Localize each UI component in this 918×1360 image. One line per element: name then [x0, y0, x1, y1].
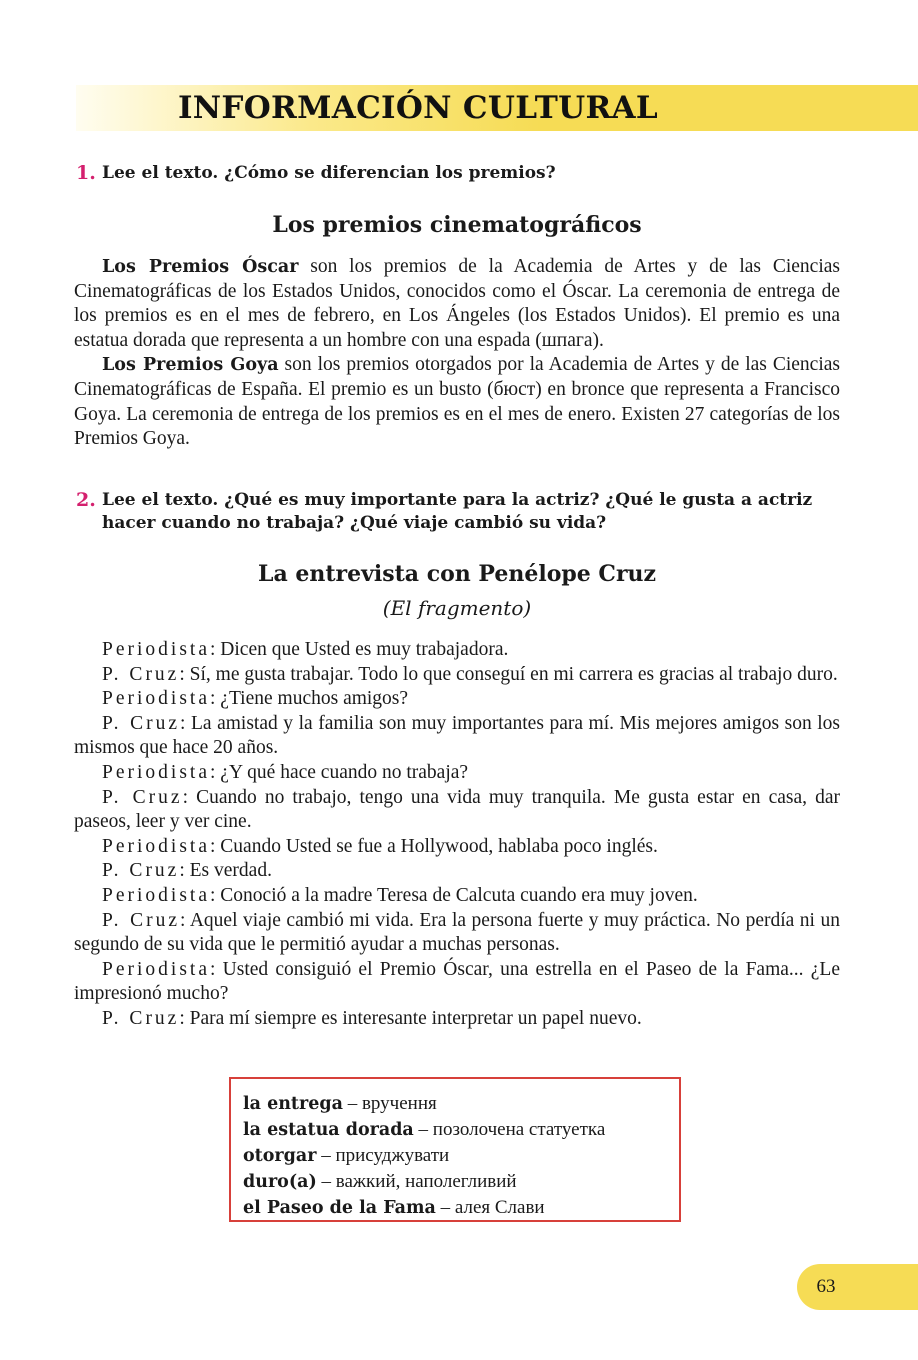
dialogue-line — [74, 638, 840, 663]
task-2 — [76, 489, 844, 535]
dialogue-speaker: P. Cruz — [102, 860, 180, 882]
vocabulary-term: otorgar — [243, 1146, 317, 1166]
task-1 — [76, 162, 844, 185]
vocabulary-item — [243, 1143, 679, 1169]
vocabulary-item — [243, 1195, 679, 1221]
vocabulary-translation: – алея Слави — [435, 1197, 545, 1218]
dialogue-speaker: Periodista — [102, 639, 210, 660]
task-2-number: 2. — [76, 489, 96, 511]
vocabulary-term: el Paseo de la Fama — [243, 1198, 436, 1218]
interview-dialogue — [74, 638, 840, 1032]
dialogue-text: : Conoció a la madre Teresa de Calcuta cuando era muy joven. — [210, 884, 698, 906]
vocabulary-term: la entrega — [243, 1094, 343, 1114]
dialogue-text: : Es verdad. — [179, 860, 272, 882]
term-oscar: Los Premios Óscar — [102, 257, 299, 277]
section-2-title: La entrevista con Penélope Cruz — [257, 561, 657, 587]
section-2-subtitle: (El fragmento) — [382, 596, 532, 620]
dialogue-text: : Aquel viaje cambió mi vida. Era la persona fuerte y muy práctica. No perdía ni un segundo de su vida que le permitió ayudar a muchas personas. — [74, 909, 840, 956]
task-2-instruction: Lee el texto. ¿Qué es muy importante para la actriz? ¿Qué le gusta a actriz hacer cuando no trabaja? ¿Qué viaje cambió su vida? — [102, 490, 813, 533]
dialogue-speaker: P. Cruz — [102, 712, 181, 734]
vocabulary-item — [243, 1117, 679, 1143]
vocabulary-item — [243, 1091, 679, 1117]
dialogue-line — [74, 786, 840, 835]
dialogue-text: : ¿Tiene muchos amigos? — [210, 688, 409, 710]
page-title: INFORMACIÓN CULTURAL — [178, 90, 658, 126]
dialogue-text: : Sí, me gusta trabajar. Todo lo que conseguí en mi carrera es gracias al trabajo duro. — [179, 663, 838, 685]
vocabulary-translation: – важкий, наполегливий — [316, 1171, 517, 1192]
dialogue-speaker: Periodista — [102, 761, 210, 783]
dialogue-text: : Cuando no trabajo, tengo una vida muy tranquila. Me gusta estar en casa, dar paseos, leer y ver cine. — [74, 786, 840, 833]
dialogue-speaker: P. Cruz — [102, 786, 183, 808]
dialogue-line — [74, 859, 840, 884]
dialogue-text: : La amistad y la familia son muy importantes para mí. Mis mejores amigos son los mismos que hace 20 años. — [74, 712, 840, 759]
vocabulary-translation: – вручення — [342, 1093, 437, 1114]
dialogue-text: : Dicen que Usted es muy trabajadora. — [210, 639, 509, 660]
section-1-title: Los premios cinematográficos — [272, 212, 642, 238]
dialogue-speaker: Periodista — [102, 835, 210, 857]
dialogue-line — [74, 884, 840, 909]
dialogue-speaker: Periodista — [102, 688, 210, 710]
vocabulary-term: la estatua dorada — [243, 1120, 414, 1140]
dialogue-line — [74, 687, 840, 712]
page-number: 63 — [816, 1276, 836, 1297]
dialogue-line — [74, 663, 840, 688]
section-1-text — [74, 255, 840, 452]
dialogue-text: : Cuando Usted se fue a Hollywood, hablaba poco inglés. — [210, 835, 658, 857]
vocabulary-translation: – позолочена статуетка — [413, 1119, 606, 1140]
task-1-number: 1. — [76, 162, 96, 184]
dialogue-text: : Usted consiguió el Premio Óscar, una estrella en el Paseo de la Fama... ¿Le impresionó mucho? — [74, 958, 840, 1005]
dialogue-line — [74, 761, 840, 786]
vocabulary-term: duro(a) — [243, 1172, 317, 1192]
dialogue-speaker: P. Cruz — [102, 909, 180, 931]
dialogue-text: : Para mí siempre es interesante interpretar un papel nuevo. — [179, 1007, 642, 1029]
dialogue-line — [74, 835, 840, 860]
dialogue-text: : ¿Y qué hace cuando no trabaja? — [210, 761, 469, 783]
vocabulary-item — [243, 1169, 679, 1195]
dialogue-line — [74, 712, 840, 761]
dialogue-speaker: P. Cruz — [102, 663, 180, 685]
paragraph-goya-text: son los premios otorgados por la Academia de Artes y de las Ciencias Cinematográficas de España. El premio es un busto (бюст) en bronce que representa a Francisco Goya. La ceremonia de entrega de los premios es en el mes de enero. Existen 27 categorías de los Premios Goya. — [74, 354, 840, 450]
vocabulary-translation: – присуджувати — [316, 1145, 450, 1166]
vocabulary-box — [229, 1077, 681, 1222]
dialogue-line — [74, 1007, 840, 1032]
task-1-instruction: Lee el texto. ¿Cómo se diferencian los premios? — [102, 163, 556, 183]
dialogue-speaker: Periodista — [102, 884, 210, 906]
paragraph-oscar-text: son los premios de la Academia de Artes y de las Ciencias Cinematográficas de los Estados Unidos, conocidos como el Óscar. La ceremonia de entrega de los premios es en el mes de febrero, en Los Ángeles (los Estados Unidos). El premio es una estatua dorada que representa a un hombre con una espada (шпага). — [74, 256, 840, 351]
paragraph-goya — [74, 353, 840, 451]
dialogue-speaker: P. Cruz — [102, 1007, 180, 1029]
dialogue-speaker: Periodista — [102, 958, 210, 980]
dialogue-line — [74, 958, 840, 1007]
term-goya: Los Premios Goya — [102, 355, 279, 376]
dialogue-line — [74, 909, 840, 958]
paragraph-oscar — [74, 255, 840, 353]
